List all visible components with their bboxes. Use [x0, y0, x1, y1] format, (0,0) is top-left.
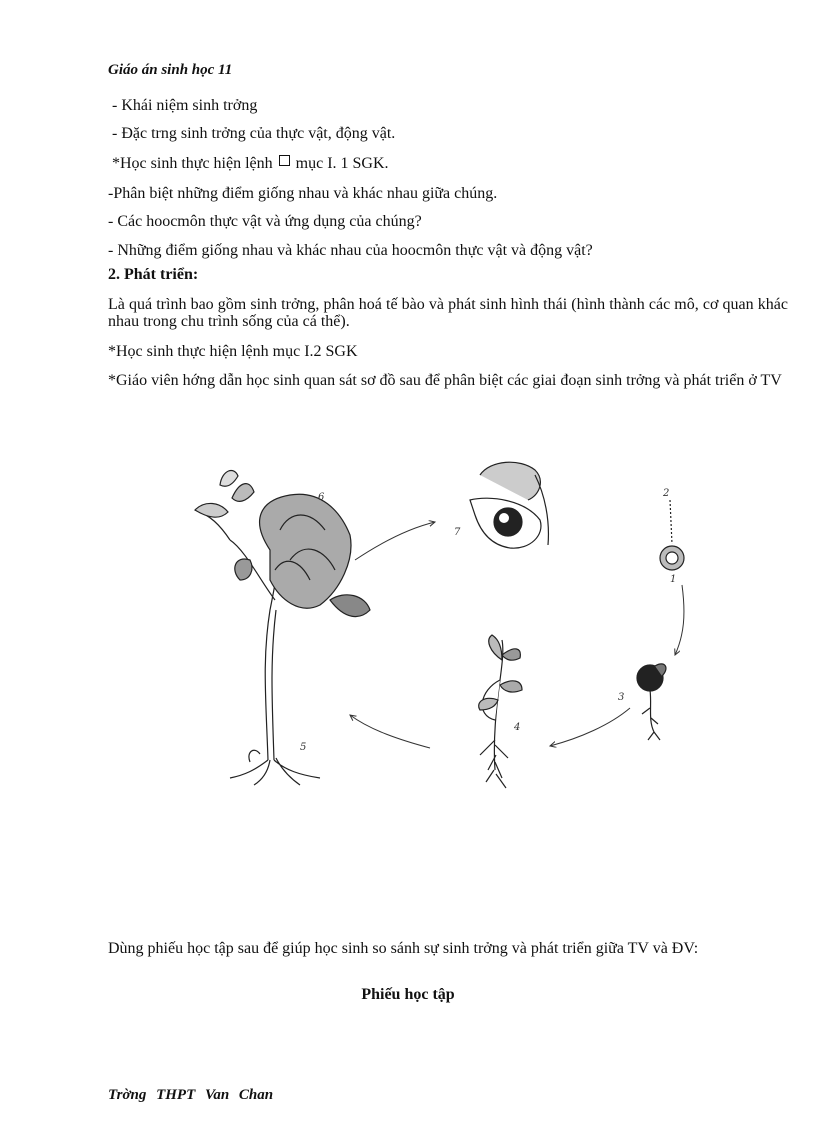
seed-drawing — [660, 488, 684, 585]
definition-paragraph: Là quá trình bao gồm sinh trởng, phân hoá tế bào và phát sinh hình thái (hình thành các mô, cơ quan khác nhau trong chu trình sống của cá thể). — [108, 296, 788, 330]
germinating-seed-drawing — [618, 664, 666, 740]
plant-life-cycle-illustration — [150, 440, 710, 820]
bullet-line: - Khái niệm sinh trởng — [112, 97, 258, 114]
bullet-line: - Các hoocmôn thực vật và ứng dụng của chúng? — [108, 213, 422, 230]
stage-label: 7 — [454, 527, 461, 538]
instruction-paragraph: *Giáo viên hớng dẫn học sinh quan sát sơ đồ sau để phân biệt các giai đoạn sinh trởng và phát triển ở TV — [108, 372, 782, 389]
bullet-line: - Đặc trng sinh trởng của thực vật, động vật. — [112, 125, 396, 142]
stage-label: 5 — [300, 742, 307, 753]
task-line — [112, 155, 389, 173]
document-header: Giáo án sinh học 11 — [108, 62, 233, 78]
document-footer: Trờng THPT Van Chan — [108, 1087, 274, 1103]
bullet-line: - Những điểm giống nhau và khác nhau của hoocmôn thực vật và động vật? — [108, 242, 593, 259]
cycle-arrow — [355, 522, 435, 560]
bullet-line: -Phân biệt những điểm giống nhau và khác nhau giữa chúng. — [108, 185, 498, 202]
worksheet-intro-paragraph: Dùng phiếu học tập sau để giúp học sinh so sánh sự sinh trởng và phát triển giữa TV và ĐV: — [108, 940, 699, 957]
stage-label: 6 — [318, 492, 325, 503]
cycle-arrow — [350, 715, 430, 748]
mature-plant-drawing — [195, 470, 370, 785]
seedling-drawing — [479, 635, 522, 788]
cycle-arrow — [550, 708, 630, 746]
task-line-before: *Học sinh thực hiện lệnh — [112, 155, 273, 172]
task-line-after: mục I. 1 SGK. — [295, 155, 389, 172]
checkbox-icon — [279, 155, 290, 166]
worksheet-title: Phiếu học tập — [361, 986, 455, 1003]
stage-label: 1 — [670, 574, 677, 585]
instruction-paragraph: *Học sinh thực hiện lệnh mục I.2 SGK — [108, 343, 358, 360]
stage-label: 4 — [514, 722, 521, 733]
stage-label: 2 — [663, 488, 670, 499]
section-heading: 2. Phát triển: — [108, 266, 199, 283]
seed-fruit-drawing — [454, 462, 548, 548]
cycle-arrow — [675, 585, 684, 655]
stage-label: 3 — [618, 692, 625, 703]
